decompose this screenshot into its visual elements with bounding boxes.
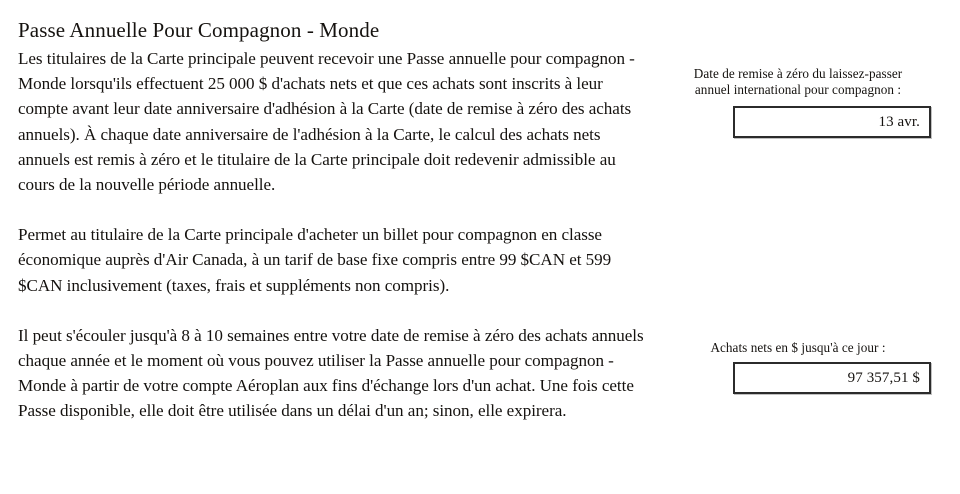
- reset-date-field: [648, 66, 948, 138]
- reset-date-value-box[interactable]: [733, 106, 931, 138]
- paragraph-availability-timing: Il peut s'écouler jusqu'à 8 à 10 semaines entre votre date de remise à zéro des achats annuels chaque année et le moment où vous pouvez utiliser la Passe annuelle pour compagnon - Monde à partir de votre compte Aéroplan aux fins d'échange lors d'un achat. Une fois cette Passe disponible, elle doit être utilisée dans un délai d'un an; sinon, elle expirera.: [18, 325, 644, 421]
- net-purchases-field: [648, 340, 948, 394]
- reset-date-label-line1: Date de remise à zéro du laissez-passer: [693, 66, 903, 81]
- page-title: Passe Annuelle Pour Compagnon - Monde: [18, 18, 380, 43]
- reset-date-value: 13 avr.: [878, 114, 920, 130]
- net-purchases-value-box[interactable]: [733, 362, 931, 394]
- paragraph-companion-fare: Permet au titulaire de la Carte principale d'acheter un billet pour compagnon en classe économique auprès d'Air Canada, à un tarif de base fixe compris entre 99 $CAN et 599 $CAN inclusivement (taxes, frais et suppléments non compris).: [18, 225, 612, 295]
- reset-date-label: [648, 66, 948, 98]
- net-purchases-value: 97 357,51 $: [847, 370, 920, 386]
- net-purchases-label: [648, 340, 948, 356]
- body-text-column: [18, 46, 654, 424]
- paragraph-eligibility: Les titulaires de la Carte principale peuvent recevoir une Passe annuelle pour compagnon - Monde lorsqu'ils effectuent 25 000 $ d'achats nets et que ces achats sont inscrits à leur compte avant leur date anniversaire d'adhésion à la Carte (date de remise à zéro des achats annuels). À chaque date anniversaire de l'adhésion à la Carte, le calcul des achats nets annuels est remis à zéro et le titulaire de la Carte principale doit redevenir admissible au cours de la nouvelle période annuelle.: [18, 49, 635, 195]
- net-purchases-label-line1: Achats nets en $ jusqu'à ce jour :: [710, 340, 886, 355]
- reset-date-label-line2: annuel international pour compagnon :: [694, 82, 902, 97]
